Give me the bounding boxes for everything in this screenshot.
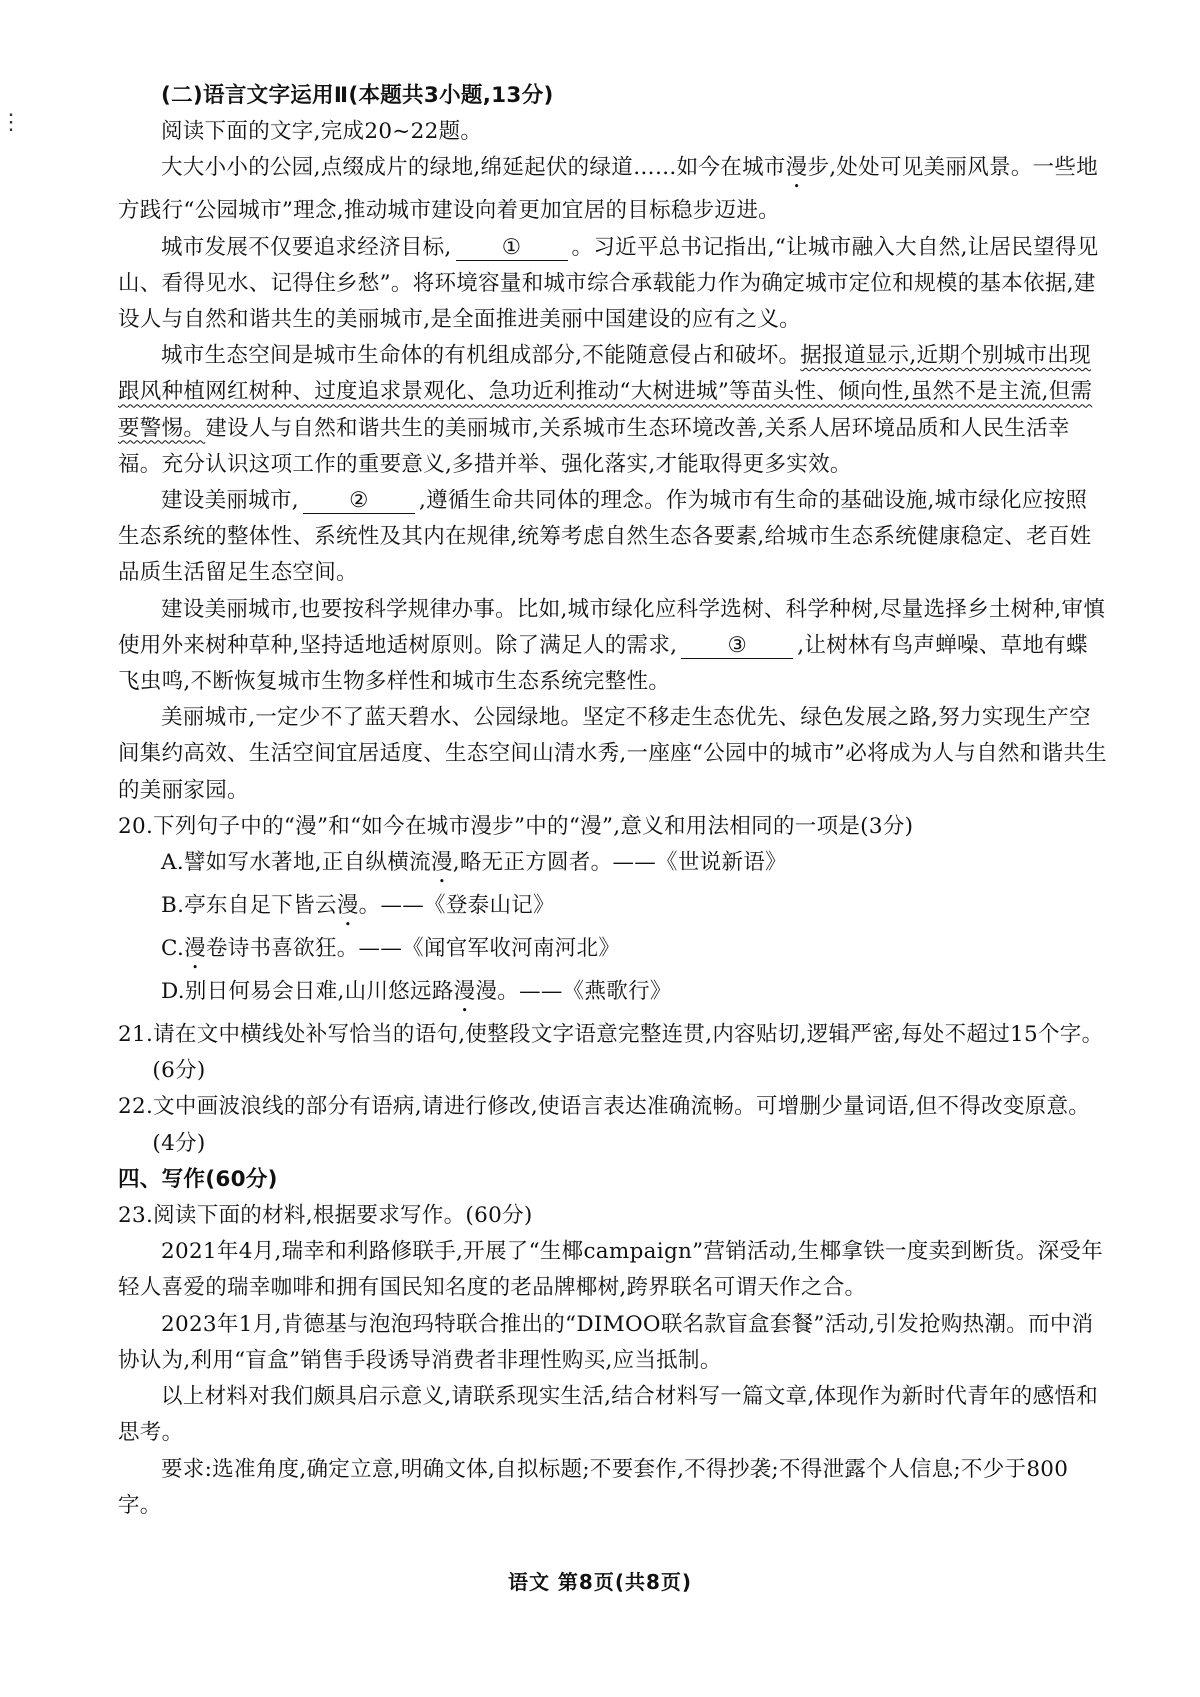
section-2-instruction: 阅读下面的文字,完成20~22题。 xyxy=(161,119,483,145)
binding-margin-mark: ⋮ xyxy=(0,110,22,135)
answer-blank-2: ② xyxy=(303,489,415,514)
emphasized-character: 漫 xyxy=(785,155,808,181)
option-c-emphasized: 漫 xyxy=(184,936,206,962)
question-20-option-a xyxy=(118,845,1108,888)
question-20-stem: 20.下列句子中的“漫”和“如今在城市漫步”中的“漫”,意义和用法相同的一项是(3分) xyxy=(118,813,914,839)
question-22: 22.文中画波浪线的部分有语病,请进行修改,使语言表达准确流畅。可增删少量词语,但不得改变原意。(4分) xyxy=(118,1094,1091,1156)
option-c-source: 卷诗书喜欲狂。——《闻官军收河南河北》 xyxy=(205,936,621,962)
writing-material-2: 2023年1月,肯德基与泡泡玛特联合推出的“DIMOO联名款盲盒套餐”活动,引发抢购热潮。而中消协认为,利用“盲盒”销售手段诱导消费者非理性购买,应当抵制。 xyxy=(118,1311,1094,1373)
option-b-text: B.亭东自足下皆云 xyxy=(161,893,337,919)
page-content xyxy=(118,78,1108,1524)
p1-text-after: 步,处处可见美丽风景。一些地方践行“公园城市”理念,推动城市建设向着更加宜居的目标稳步迈进。 xyxy=(118,155,1099,224)
p1-text-before: 大大小小的公园,点缀成片的绿地,绵延起伏的绿道……如今在城市 xyxy=(161,155,786,181)
question-21: 21.请在文中横线处补写恰当的语句,使整段文字语意完整连贯,内容贴切,逻辑严密,每处不超过15个字。(6分) xyxy=(118,1022,1104,1084)
passage-paragraph-5 xyxy=(118,592,1108,701)
option-a-emphasized: 漫 xyxy=(430,850,453,876)
passage-paragraph-6: 美丽城市,一定少不了蓝天碧水、公园绿地。坚定不移走生态优先、绿色发展之路,努力实现生产空间集约高效、生活空间宜居适度、生态空间山清水秀,一座座“公园中的城市”必将成为人与自然和谐共生的美丽家园。 xyxy=(118,705,1107,803)
answer-blank-3: ③ xyxy=(681,634,793,659)
option-a-source: ,略无正方圆者。——《世说新语》 xyxy=(452,850,787,876)
section-2-heading: (二)语言文字运用Ⅱ(本题共3小题,13分) xyxy=(161,83,554,108)
p2-text-before: 城市发展不仅要追求经济目标, xyxy=(161,234,452,260)
question-20-option-d xyxy=(118,974,1108,1017)
wavy-underlined-sentence: 据报道显示,近期个别城市出现跟风种植网红树种、过度追求景观化、急功近利推动“大树进城”等苗头性、倾向性,虽然不是主流,但需要警惕。 xyxy=(118,343,1093,441)
answer-blank-1: ① xyxy=(456,236,568,261)
option-b-emphasized: 漫 xyxy=(336,893,359,919)
writing-prompt: 以上材料对我们颇具启示意义,请联系现实生活,结合材料写一篇文章,体现作为新时代青年的感悟和思考。 xyxy=(118,1384,1099,1446)
passage-paragraph-4 xyxy=(118,483,1108,592)
question-20-option-c xyxy=(118,931,1108,974)
option-d-source: 漫。——《燕歌行》 xyxy=(475,979,672,1005)
question-23-stem: 23.阅读下面的材料,根据要求写作。(60分) xyxy=(118,1203,533,1229)
p3-text-before: 城市生态空间是城市生命体的有机组成部分,不能随意侵占和破坏。 xyxy=(161,343,801,369)
question-20-option-b xyxy=(118,888,1108,931)
p5-text-before: 建设美丽城市,也要按科学规律办事。比如,城市绿化应科学选树、科学种树,尽量选择乡土树种,审慎使用外来树种草种,坚持适地适树原则。除了满足人的需求, xyxy=(118,596,1106,658)
writing-material-1: 2021年4月,瑞幸和利路修联手,开展了“生椰campaign”营销活动,生椰拿铁一度卖到断货。深受年轻人喜爱的瑞幸咖啡和拥有国民知名度的老品牌椰树,跨界联名可谓天作之合。 xyxy=(118,1239,1103,1301)
p2-text-after: 。习近平总书记指出,“让城市融入大自然,让居民望得见山、看得见水、记得住乡愁”。将环境容量和城市综合承载能力作为确定城市定位和规模的基本依据,建设人与自然和谐共生的美丽城市,是全面推进美丽中国建设的应有之义。 xyxy=(118,234,1099,333)
p3-text-after: 建设人与自然和谐共生的美丽城市,关系城市生态环境改善,关系人居环境品质和人民生活幸福。充分认识这项工作的重要意义,多措并举、强化落实,才能取得更多实效。 xyxy=(118,415,1070,477)
p4-text-after: ,遵循生命共同体的理念。作为城市有生命的基础设施,城市绿化应按照生态系统的整体性、系统性及其内在规律,统筹考虑自然生态各要素,给城市生态系统健康稳定、老百姓品质生活留足生态空间。 xyxy=(118,488,1092,586)
option-b-source: 。——《登泰山记》 xyxy=(358,893,555,919)
page-footer: 语文 第8页(共8页) xyxy=(507,1570,693,1594)
option-a-text: A.譬如写水著地,正自纵横流 xyxy=(161,850,431,876)
option-d-text: D.别日何易会日难,山川悠远路 xyxy=(161,979,454,1005)
section-4-heading: 四、写作(60分) xyxy=(118,1166,278,1192)
option-c-text: C. xyxy=(161,936,185,962)
passage-paragraph-1 xyxy=(118,150,1108,229)
option-d-emphasized: 漫 xyxy=(453,979,476,1005)
passage-paragraph-3 xyxy=(118,338,1108,483)
passage-paragraph-2 xyxy=(118,230,1108,339)
writing-requirements: 要求:选准角度,确定立意,明确文体,自拟标题;不要套作,不得抄袭;不得泄露个人信息;不少于800字。 xyxy=(118,1456,1069,1518)
p4-text-before: 建设美丽城市, xyxy=(161,488,299,514)
p5-text-after: ,让树林有鸟声蝉噪、草地有蝶飞虫鸣,不断恢复城市生物多样性和城市生态系统完整性。 xyxy=(118,632,1088,695)
